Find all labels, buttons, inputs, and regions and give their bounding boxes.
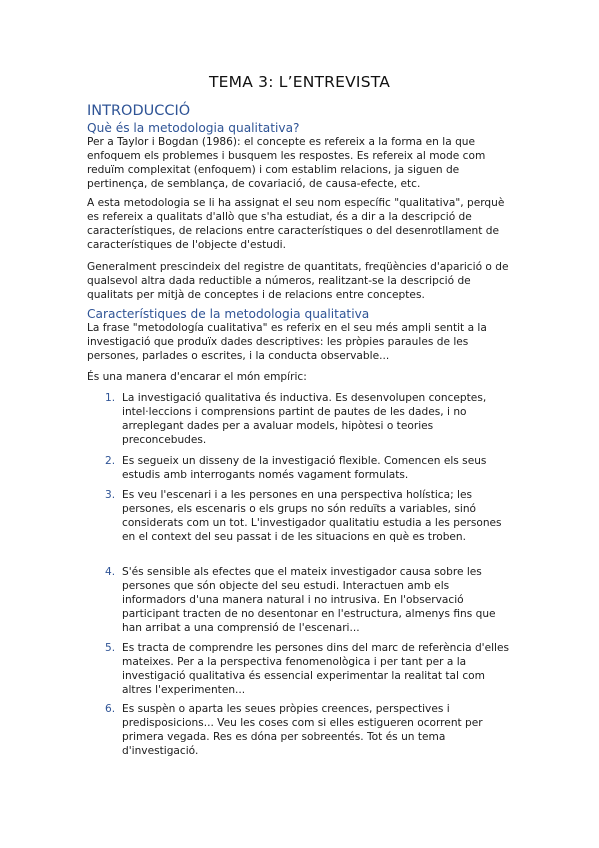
paragraph-4: La frase "metodología cualitativa" es referix en el seu més ampli sentit a la investigació que produïx dades descriptives: les pròpies paraules de les persones, parlades o escrites, i la conducta observable... xyxy=(87,322,487,362)
list-item-number: 5. xyxy=(105,642,116,654)
list-item-number: 6. xyxy=(105,703,116,715)
list-item-number: 3. xyxy=(105,489,116,501)
list-item-text: Es suspèn o aparta les seues pròpies creences, perspectives i predisposicions... Veu les coses com si elles estigueren ocorrent per primera vegada. Res es dóna per sobreentés. Tot és un tema d'investigació. xyxy=(122,703,483,757)
list-item-text: La investigació qualitativa és inductiva. Es desenvolupen conceptes, intel·leccions i comprensions partint de pautes de les dades, i no arreplegant dades per a avaluar models, hipòtesi o teories preconcebudes. xyxy=(122,392,487,446)
subheading-characteristics: Característiques de la metodologia qualitativa xyxy=(87,307,370,321)
paragraph-3: Generalment prescindeix del registre de quantitats, freqüències d'aparició o de qualsevol altra dada reductible a números, realitzant-se la descripció de qualitats per mitjà de conceptes i de relacions entre conceptes. xyxy=(87,261,509,301)
paragraph-5: És una manera d'encarar el món empíric: xyxy=(87,371,307,383)
paragraph-2: A esta metodologia se li ha assignat el seu nom específic "qualitativa", perquè es refereix a qualitats d'allò que s'ha estudiat, és a dir a la descripció de característiques, de relacions entre característiques o del desenrotllament de característiques de l'objecte d'estudi. xyxy=(87,197,505,251)
subheading-what-is: Què és la metodologia qualitativa? xyxy=(87,121,300,135)
list-item-text: Es veu l'escenari i a les persones en una perspectiva holística; les persones, els escenaris o els grups no són reduïts a variables, sinó considerats com un tot. L'investigador qualitatiu estudia a les persones en el context del seu passat i de les situacions en què es troben. xyxy=(122,489,502,543)
page-title: TEMA 3: L’ENTREVISTA xyxy=(208,73,391,91)
list-item-text: S'és sensible als efectes que el mateix investigador causa sobre les persones que són objecte del seu estudi. Interactuen amb els informadors d'una manera natural i no intrusiva. En l'observació participant tracten de no desentonar en l'estructura, almenys fins que han arribat a una comprensió de l'escenari... xyxy=(122,566,496,634)
section-heading: INTRODUCCIÓ xyxy=(87,103,191,119)
list-item-number: 2. xyxy=(105,455,116,467)
list-item-number: 1. xyxy=(105,392,116,404)
list-item-text: Es tracta de comprendre les persones dins del marc de referència d'elles mateixes. Per a la perspectiva fenomenològica i per tant per a la investigació qualitativa és essencial experimentar la realitat tal com altres l'experimenten... xyxy=(122,642,510,696)
paragraph-1: Per a Taylor i Bogdan (1986): el concepte es refereix a la forma en la que enfoquem els problemes i busquem les respostes. Es refereix al mode com reduïm complexitat (enfoquem) i com establim relacions, ja siguen de pertinença, de semblança, de covariació, de causa-efecte, etc. xyxy=(87,136,486,190)
list-item-number: 4. xyxy=(105,566,116,578)
list-item-text: Es segueix un disseny de la investigació flexible. Comencen els seus estudis amb interrogants només vagament formulats. xyxy=(122,455,487,481)
